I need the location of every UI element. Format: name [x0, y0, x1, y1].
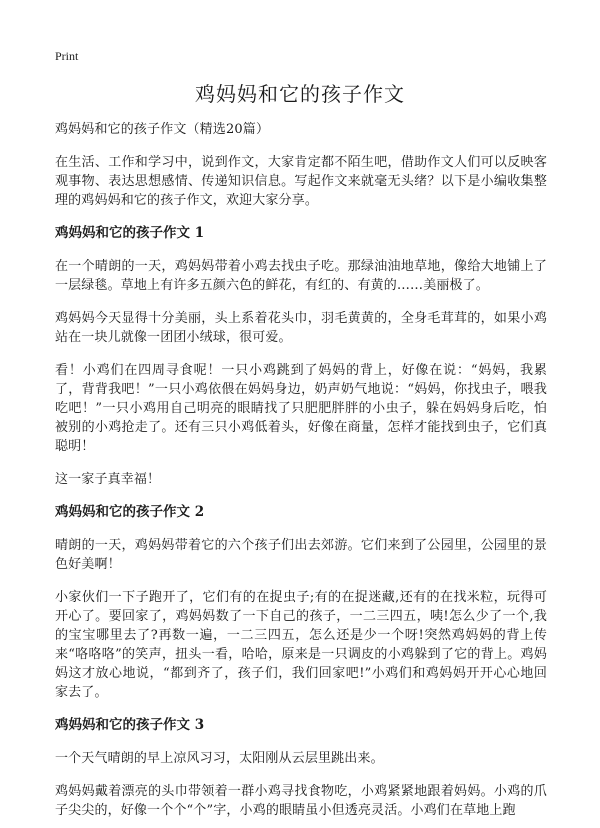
essay-paragraph: 晴朗的一天，鸡妈妈带着它的六个孩子们出去郊游。它们来到了公园里，公园里的景色好美啊！ — [55, 538, 547, 572]
page-title: 鸡妈妈和它的孩子作文 — [195, 82, 405, 106]
article-subtitle: 鸡妈妈和它的孩子作文（精选20篇） — [55, 122, 270, 137]
essay-paragraph: 这一家子真幸福！ — [55, 472, 161, 487]
essay-heading: 鸡妈妈和它的孩子作文 1 — [55, 225, 205, 241]
print-link[interactable]: Print — [55, 49, 79, 63]
essay-paragraph: 看！小鸡们在四周寻食呢！一只小鸡跳到了妈妈的背上，好像在说：“妈妈，我累了，背背我吧！”一只小鸡依偎在妈妈身边，奶声奶气地说：“妈妈，你找虫子，喂我吃吧！”一只小鸡用自己明亮的眼睛找了只肥肥胖胖的小虫子，躲在妈妈身后吃，怕被别的小鸡抢走了。还有三只小鸡低着头，好像在商量，怎样才能找到虫子，它们真聪明！ — [55, 363, 547, 454]
essay-paragraph: 鸡妈妈今天显得十分美丽，头上系着花头巾，羽毛黄黄的，全身毛茸茸的，如果小鸡站在一块儿就像一团团小绒球，很可爱。 — [55, 311, 547, 345]
essay-heading: 鸡妈妈和它的孩子作文 2 — [55, 504, 205, 520]
essay-paragraph: 小家伙们一下子跑开了，它们有的在捉虫子;有的在捉迷藏,还有的在找米粒，玩得可开心了。要回家了，鸡妈妈数了一下自己的孩子，一二三四五，咦!怎么少了一个,我的宝宝哪里去了?再数一遍，一二三四五，怎么还是少一个呀!突然鸡妈妈的背上传来“咯咯咯”的笑声，扭头一看，哈哈，原来是一只调皮的小鸡躲到了它的背上。鸡妈妈这才放心地说，“都到齐了，孩子们，我们回家吧!”小鸡们和鸡妈妈开开心心地回家去了。 — [55, 590, 547, 700]
article-body — [55, 120, 547, 828]
essay-paragraph: 鸡妈妈戴着漂亮的头巾带领着一群小鸡寻找食物吃，小鸡紧紧地跟着妈妈。小鸡的爪子尖尖的，好像一个个“个”字，小鸡的眼睛虽小但透亮灵活。小鸡们在草地上跑 — [55, 784, 547, 818]
essay-heading: 鸡妈妈和它的孩子作文 3 — [55, 717, 205, 733]
intro-paragraph: 在生活、工作和学习中，说到作文，大家肯定都不陌生吧，借助作文人们可以反映客观事物、表达思想感情、传递知识信息。写起作文来就毫无头绪？以下是小编收集整理的鸡妈妈和它的孩子作文，欢迎大家分享。 — [55, 155, 547, 208]
essay-paragraph: 一个天气晴朗的早上凉风习习，太阳刚从云层里跳出来。 — [55, 751, 384, 766]
essay-paragraph: 在一个晴朗的一天，鸡妈妈带着小鸡去找虫子吃。那绿油油地草地，像给大地铺上了一层绿毯。草地上有许多五颜六色的鲜花，有红的、有黄的……美丽极了。 — [55, 259, 547, 293]
